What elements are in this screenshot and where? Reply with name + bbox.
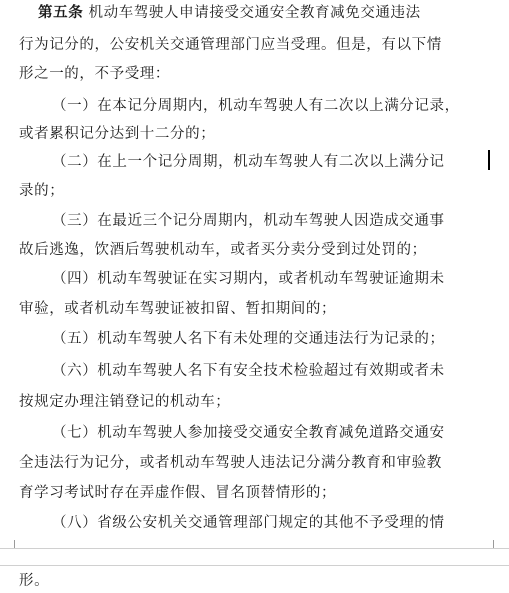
paragraph-line-16: 全违法行为记分，或者机动车驾驶人违法记分满分教育和审验教 (19, 455, 442, 471)
paragraph-line-17: 育学习考试时存在弄虚作假、冒名顶替情形的； (19, 485, 337, 501)
article-text: 机动车驾驶人申请接受交通安全教育减免交通违法 (88, 5, 421, 21)
paragraph-line-9: 故后逃逸，饮酒后驾驶机动车，或者买分卖分受到过处罚的； (19, 242, 427, 258)
paragraph-line-8: （三）在最近三个记分周期内，机动车驾驶人因造成交通事 (52, 213, 445, 229)
paragraph-line-2: 行为记分的，公安机关交通管理部门应当受理。但是，有以下情 (19, 37, 442, 53)
paragraph-line-1 (38, 4, 421, 22)
paragraph-line-7: 录的； (19, 183, 65, 199)
paragraph-line-15: （七）机动车驾驶人参加接受交通安全教育减免道路交通安 (52, 425, 445, 441)
continuation-line: 形。 (19, 573, 50, 589)
paragraph-line-13: （六）机动车驾驶人名下有安全技术检验超过有效期或者未 (52, 363, 445, 379)
paragraph-line-5: 或者累积记分达到十二分的； (19, 126, 216, 142)
page-break-gap (0, 548, 509, 566)
paragraph-line-4: （一）在本记分周期内，机动车驾驶人有二次以上满分记录， (52, 98, 460, 114)
next-page (0, 566, 509, 593)
paragraph-line-11: 审验，或者机动车驾驶证被扣留、暂扣期间的； (19, 301, 337, 317)
paragraph-line-14: 按规定办理注销登记的机动车； (19, 394, 231, 410)
text-cursor (488, 150, 490, 170)
paragraph-line-18: （八）省级公安机关交通管理部门规定的其他不予受理的情 (52, 515, 445, 531)
paragraph-line-3: 形之一的，不予受理： (19, 66, 170, 82)
paragraph-line-12: （五）机动车驾驶人名下有未处理的交通违法行为记录的； (52, 331, 445, 347)
article-label: 第五条 (38, 4, 84, 21)
paragraph-line-6: （二）在上一个记分周期，机动车驾驶人有二次以上满分记 (52, 154, 445, 170)
paragraph-line-10: （四）机动车驾驶证在实习期内，或者机动车驾驶证逾期未 (52, 271, 445, 287)
